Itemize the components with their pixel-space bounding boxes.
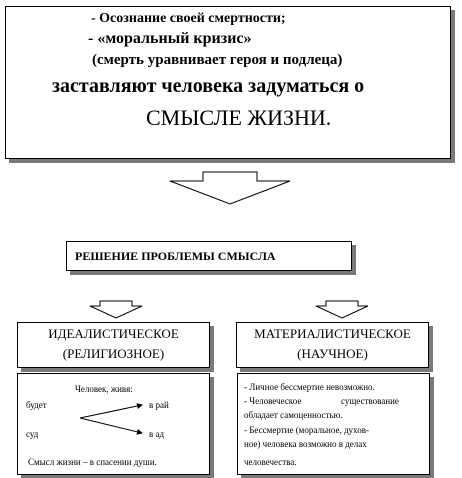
- left-header-line-1: ИДЕАЛИСТИЧЕСКОЕ: [48, 326, 179, 341]
- down-arrow-left: [90, 301, 142, 318]
- left-body-box: [17, 373, 210, 475]
- right-body-line-6: человечества.: [244, 457, 297, 467]
- branch-arrow-down: [80, 418, 142, 433]
- right-body-line-3: обладает самоценностью.: [244, 410, 343, 420]
- left-body-left-1: будет: [26, 400, 47, 410]
- left-header-box: [17, 322, 210, 368]
- top-line-4: заставляют человека задуматься о: [52, 75, 365, 97]
- top-line-2: - «моральный кризис»: [88, 30, 252, 47]
- middle-box: [66, 241, 352, 271]
- right-header-line-2: (НАУЧНОЕ): [297, 346, 368, 361]
- branch-arrows: [18, 374, 211, 476]
- right-body-line-4: - Бессмертие (моральное, духов-: [244, 425, 369, 435]
- right-body-line-2b: существование: [341, 396, 399, 406]
- left-body-line-1: Человек, живя:: [75, 384, 133, 394]
- left-body-right-1: в рай: [149, 400, 169, 410]
- left-body-footer: Смысл жизни – в спасении души.: [28, 457, 157, 467]
- top-line-5: СМЫСЛЕ ЖИЗНИ.: [146, 105, 332, 130]
- right-header-box: [236, 322, 429, 368]
- right-body-line-5: ное) человека возможно в делах: [244, 439, 367, 449]
- top-box: [5, 6, 451, 159]
- down-arrow-right: [316, 301, 368, 318]
- down-arrow-large: [170, 172, 290, 204]
- right-header-line-1: МАТЕРИАЛИСТИЧЕСКОЕ: [254, 326, 411, 341]
- right-body-line-2a: - Человеческое: [244, 396, 302, 406]
- top-line-3: (смерть уравнивает героя и подлеца): [92, 52, 343, 68]
- branch-arrow-up: [80, 405, 142, 418]
- left-body-left-2: суд: [26, 429, 39, 439]
- left-body-right-2: в ад: [149, 429, 165, 439]
- top-line-1: - Осознание своей смертности;: [91, 11, 286, 26]
- left-header-line-2: (РЕЛИГИОЗНОЕ): [62, 346, 165, 361]
- middle-label: РЕШЕНИЕ ПРОБЛЕМЫ СМЫСЛА: [75, 249, 276, 263]
- right-body-box: [237, 373, 430, 475]
- right-body-line-1: - Личное бессмертие невозможно.: [244, 382, 375, 392]
